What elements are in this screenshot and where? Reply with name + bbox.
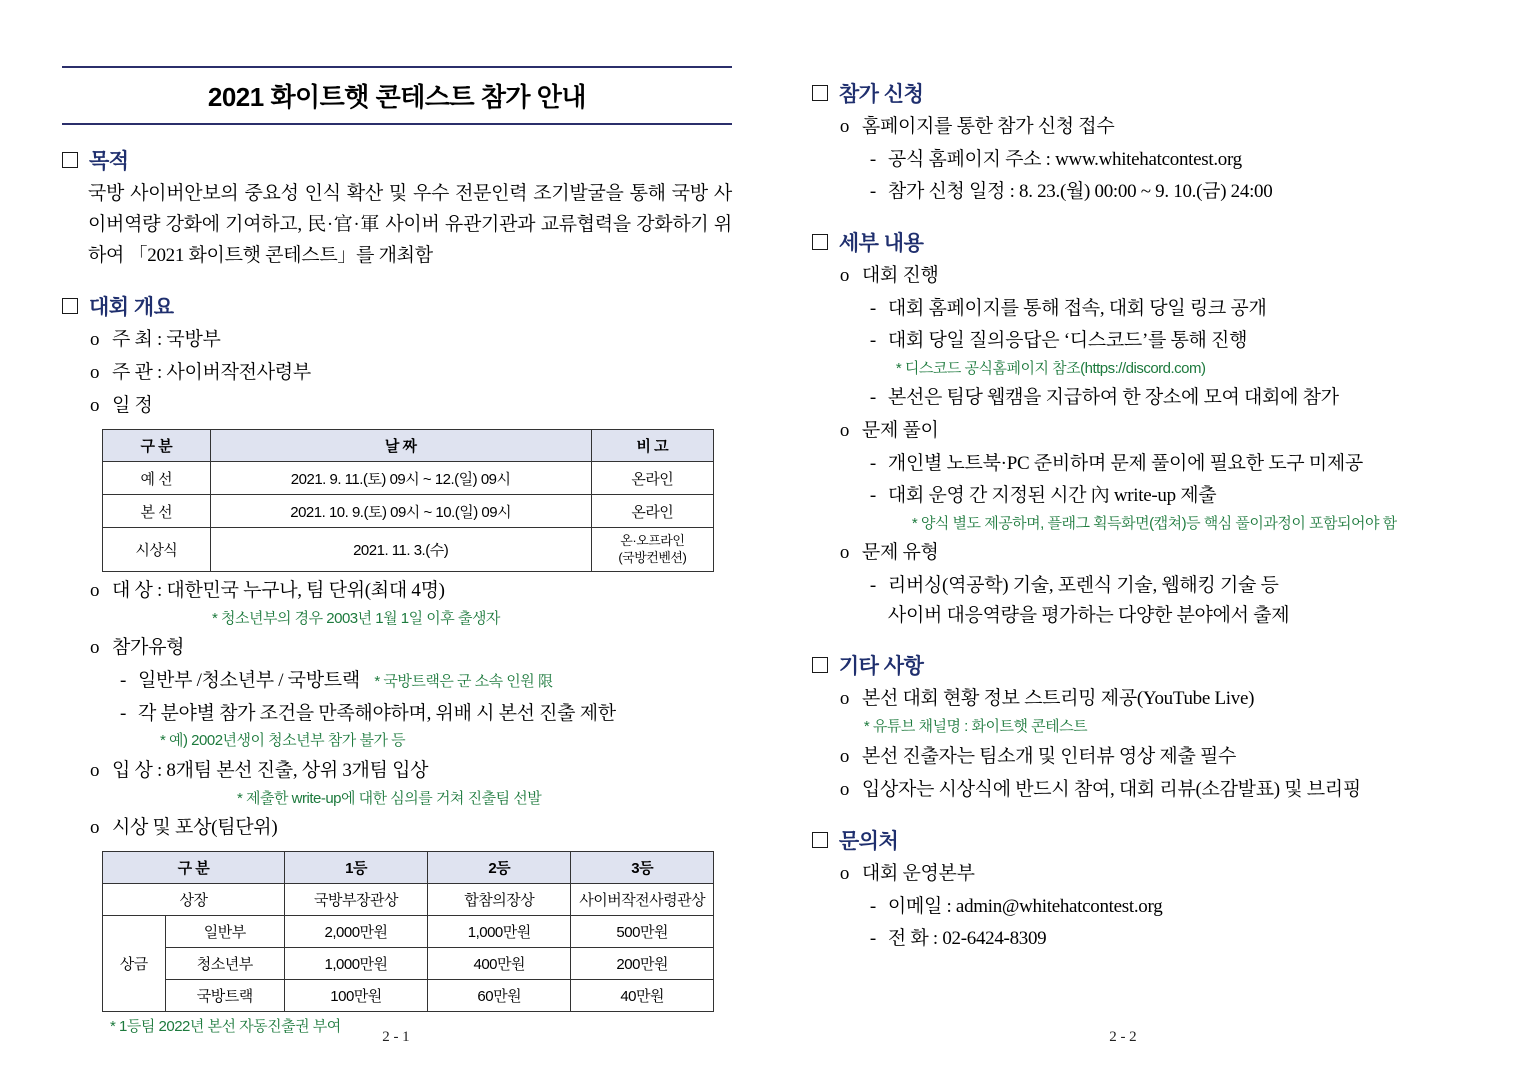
entry-type-1 [118,666,732,695]
etc-item-3: o 입상자는 시상식에 반드시 참여, 대회 리뷰(소감발표) 및 브리핑 [840,775,1474,805]
schedule-r1-c2: 온라인 [591,495,713,528]
right-column [752,52,1494,1060]
prize-money-r2-cat: 국방트랙 [165,980,284,1012]
section-apply-title: 참가 신청 [838,83,924,106]
table-row [103,495,714,528]
section-purpose-title: 목적 [89,150,129,173]
apply-sub-2: - 참가 신청 일정 : 8. 23.(월) 00:00 ~ 9. 10.(금) 24:00 [868,177,1474,206]
page-number-right: 2 - 2 [1109,1029,1137,1045]
document-title-band [62,66,732,125]
square-bullet-icon [812,832,828,848]
schedule-r2-c0: 시상식 [103,528,211,572]
schedule-r0-c2: 온라인 [591,462,713,495]
square-bullet-icon [812,234,828,250]
square-bullet-icon [62,298,78,314]
schedule-r2-c2-line1: 온·오프라인 [620,533,685,549]
table-header-row [103,430,714,462]
details-run-label: o 대회 진행 [840,261,1474,291]
section-details-header [812,227,1474,257]
prize-money-label: 상금 [103,916,166,1012]
apply-item-1: o 홈페이지를 통한 참가 신청 접수 [840,112,1474,142]
details-type-1-cont: 사이버 대응역량을 평가하는 다양한 분야에서 출제 [887,604,1290,626]
overview-target-note: * 청소년부의 경우 2003년 1월 1일 이후 출생자 [212,608,732,631]
prize-certificate-label: 상장 [103,884,285,916]
entry-type-2: - 각 분야별 참가 조건을 만족해야하며, 위배 시 본선 진출 제한 [118,699,732,728]
details-solve-label: o 문제 풀이 [840,416,1474,446]
section-etc-title: 기타 사항 [838,655,924,678]
contact-email: - 이메일 : admin@whitehatcontest.org [868,892,1474,921]
overview-award-note: * 제출한 write-up에 대한 심의를 거쳐 진출팀 선발 [237,788,732,811]
details-run-1: - 대회 홈페이지를 통해 접속, 대회 당일 링크 공개 [868,294,1474,323]
schedule-th-0: 구 분 [103,430,211,462]
schedule-r0-c0: 예 선 [103,462,211,495]
table-row [103,462,714,495]
square-bullet-icon [812,657,828,673]
prize-th-3: 3등 [571,852,714,884]
prize-money-r1-c2: 400만원 [428,948,571,980]
section-overview-header [62,291,732,321]
details-solve-2-note: * 양식 별도 제공하며, 플래그 획득화면(캡쳐)등 핵심 풀이과정이 포함되어야 함 [912,513,1474,536]
apply-sub-1: - 공식 홈페이지 주소 : www.whitehatcontest.org [868,145,1474,174]
details-solve-1: - 개인별 노트북·PC 준비하며 문제 풀이에 필요한 도구 미제공 [868,449,1474,478]
etc-item-1: o 본선 대회 현황 정보 스트리밍 제공(YouTube Live) [840,684,1474,714]
schedule-r2-c2-line2: (국방컨벤션) [618,549,687,565]
table-row [103,948,714,980]
overview-organizer: o 주 관 : 사이버작전사령부 [90,358,732,388]
details-type-label: o 문제 유형 [840,538,1474,568]
overview-entry-type-label: o 참가유형 [90,633,732,663]
prize-cert-1: 국방부장관상 [284,884,427,916]
prize-cert-2: 합참의장상 [428,884,571,916]
prize-cert-3: 사이버작전사령관상 [571,884,714,916]
overview-schedule-label: o 일 정 [90,391,732,421]
page-number-left: 2 - 1 [382,1029,410,1045]
section-contact-title: 문의처 [838,829,899,853]
table-row [103,980,714,1012]
page-title: 2021 화이트햇 콘테스트 참가 안내 [207,82,587,112]
prize-money-r1-cat: 청소년부 [165,948,284,980]
overview-prize-label: o 시상 및 포상(팀단위) [90,813,732,843]
schedule-th-2: 비 고 [591,430,713,462]
square-bullet-icon [812,85,828,101]
prize-th-1: 1등 [284,852,427,884]
details-run-2-note: * 디스코드 공식홈페이지 참조(https://discord.com) [896,358,1474,381]
prize-money-r2-c1: 100만원 [284,980,427,1012]
contact-item-1: o 대회 운영본부 [840,859,1474,889]
schedule-r1-c1: 2021. 10. 9.(토) 09시 ~ 10.(일) 09시 [210,495,591,528]
schedule-r1-c0: 본 선 [103,495,211,528]
prize-money-r0-c1: 2,000만원 [284,916,427,948]
schedule-r2-c2 [591,528,713,572]
prize-table [102,851,714,1012]
prize-money-r2-c3: 40만원 [571,980,714,1012]
section-details-title: 세부 내용 [838,231,924,255]
overview-target: o 대 상 : 대한민국 누구나, 팀 단위(최대 4명) [90,576,732,606]
prize-money-r1-c1: 1,000만원 [284,948,427,980]
details-run-2: - 대회 당일 질의응답은 ‘디스코드’를 통해 진행 [868,326,1474,355]
prize-th-0: 구 분 [103,852,285,884]
prize-money-r0-cat: 일반부 [165,916,284,948]
table-row [103,884,714,916]
overview-host: o 주 최 : 국방부 [90,325,732,355]
prize-note: * 1등팀 2022년 본선 자동진출권 부여 [110,1016,732,1039]
section-overview-title: 대회 개요 [89,296,174,320]
entry-type-2-note: * 예) 2002년생이 청소년부 참가 불가 등 [160,730,732,753]
prize-money-r0-c3: 500만원 [571,916,714,948]
section-etc-header [812,650,1474,680]
schedule-th-1: 날 짜 [210,430,591,462]
purpose-body: 국방 사이버안보의 중요성 인식 확산 및 우수 전문인력 조기발굴을 통해 국방 사이버역량 강화에 기여하고, 民·官·軍 사이버 유관기관과 교류협력을 강화하기 위하여 「2021 화이트햇 콘테스트」를 개최함 [88,183,732,266]
contact-phone: - 전 화 : 02-6424-8309 [868,924,1474,953]
table-header-row [103,852,714,884]
section-purpose-header [62,145,732,175]
schedule-r0-c1: 2021. 9. 11.(토) 09시 ~ 12.(일) 09시 [210,462,591,495]
etc-item-2: o 본선 진출자는 팀소개 및 인터뷰 영상 제출 필수 [840,742,1474,772]
schedule-table [102,429,714,572]
table-row [103,528,714,572]
details-type-1: - 리버싱(역공학) 기술, 포렌식 기술, 웹해킹 기술 등 [868,571,1474,600]
left-column [40,52,752,1060]
schedule-r2-c1: 2021. 11. 3.(수) [210,528,591,572]
prize-money-r2-c2: 60만원 [428,980,571,1012]
details-solve-2: - 대회 운영 간 지정된 시간 內 write-up 제출 [868,481,1474,510]
prize-money-r0-c2: 1,000만원 [428,916,571,948]
square-bullet-icon [62,152,78,168]
details-run-3: - 본선은 팀당 웹캠을 지급하여 한 장소에 모여 대회에 참가 [868,383,1474,412]
entry-type-1-text: 일반부 /청소년부 / 국방트랙 [138,670,360,692]
etc-item-1-note: * 유튜브 채널명 : 화이트햇 콘테스트 [864,716,1474,739]
section-contact-header [812,825,1474,855]
prize-money-r1-c3: 200만원 [571,948,714,980]
section-apply-header [812,78,1474,108]
table-row [103,916,714,948]
prize-th-2: 2등 [428,852,571,884]
entry-type-1-note: * 국방트랙은 군 소속 인원 限 [374,671,552,694]
overview-award: o 입 상 : 8개팀 본선 진출, 상위 3개팀 입상 [90,756,732,786]
